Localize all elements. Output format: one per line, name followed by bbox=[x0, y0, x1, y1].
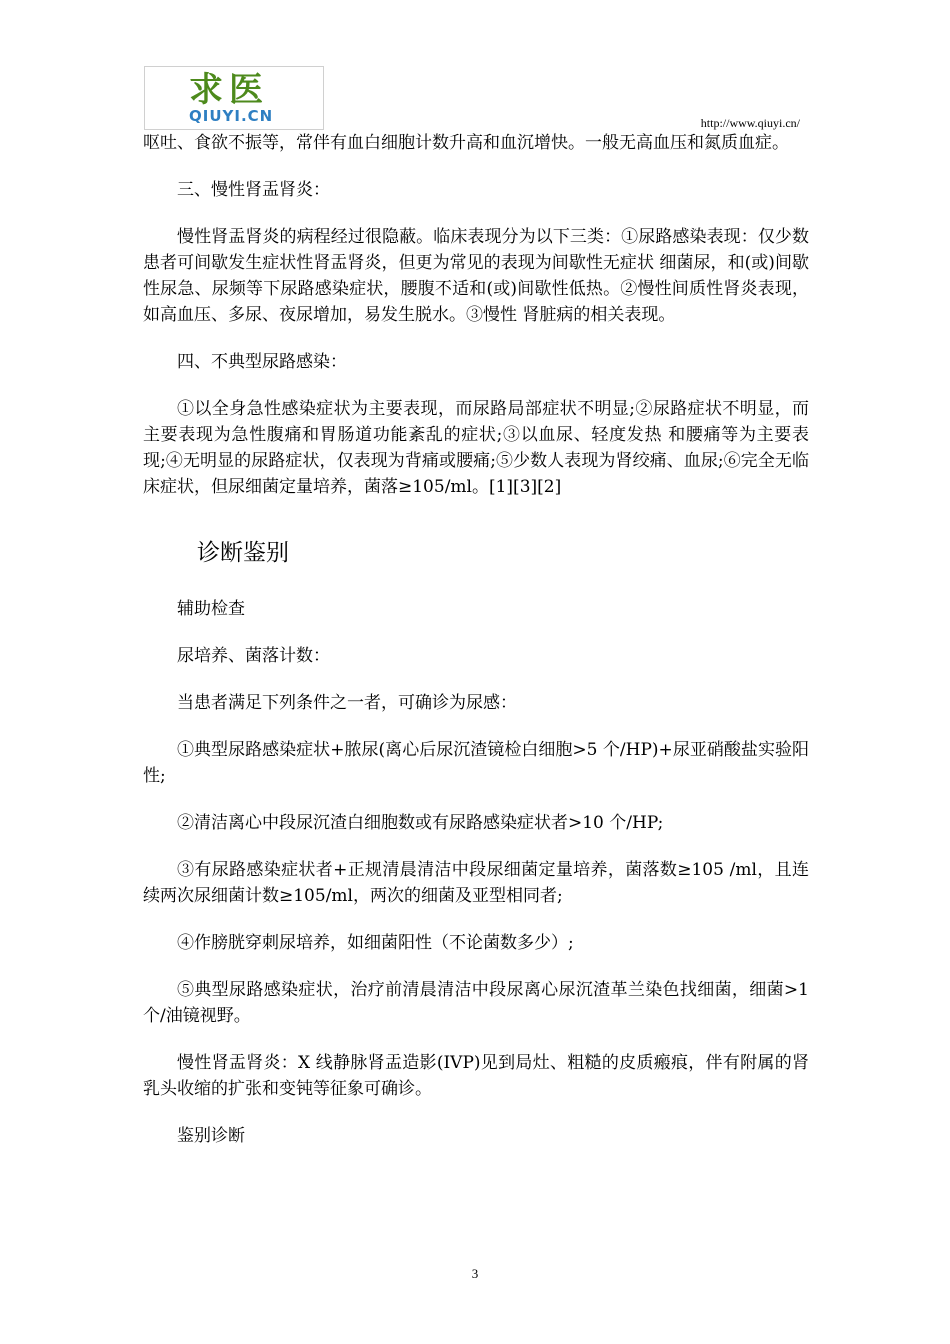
criterion-1: ①典型尿路感染症状+脓尿(离心后尿沉渣镜检白细胞>5 个/HP)+尿亚硝酸盐实验阳性; bbox=[143, 740, 809, 786]
section-title-diagnosis: 诊断鉴别 bbox=[197, 540, 289, 566]
document-body bbox=[143, 130, 809, 1149]
paragraph-chronic-diagnosis: 慢性肾盂肾炎：X 线静脉肾盂造影(IVP)见到局灶、粗糙的皮质瘢痕，伴有附属的肾乳头收缩的扩张和变钝等征象可确诊。 bbox=[143, 1053, 809, 1099]
criterion-5: ⑤典型尿路感染症状，治疗前清晨清洁中段尿离心尿沉渣革兰染色找细菌，细菌>1 个/油镜视野。 bbox=[143, 980, 809, 1026]
paragraph-criteria-intro: 当患者满足下列条件之一者，可确诊为尿感： bbox=[177, 693, 517, 713]
heading-urine-culture: 尿培养、菌落计数： bbox=[177, 646, 330, 666]
heading-differential-diagnosis: 鉴别诊断 bbox=[177, 1126, 245, 1146]
logo-english-text: QIUYI.CN bbox=[189, 107, 274, 125]
logo-chinese-text: 求医 bbox=[189, 70, 269, 110]
criterion-3: ③有尿路感染症状者+正规清晨清洁中段尿细菌定量培养，菌落数≥105 /ml，且连续两次尿细菌计数≥105/ml，两次的细菌及亚型相同者; bbox=[143, 860, 809, 906]
paragraph-chronic-pyelonephritis: 慢性肾盂肾炎的病程经过很隐蔽。临床表现分为以下三类：①尿路感染表现：仅少数患者可间歇发生症状性肾盂肾炎，但更为常见的表现为间歇性无症状 细菌尿，和(或)间歇性尿急、尿频等下尿路感染症状，腰腹不适和(或)间歇性低热。②慢性间质性肾炎表现，如高血压、多尿、夜尿增加，易发生脱水。③慢性 肾脏病的相关表现。 bbox=[143, 227, 809, 325]
paragraph-atypical-uti: ①以全身急性感染症状为主要表现，而尿路局部症状不明显;②尿路症状不明显，而主要表现为急性腹痛和胃肠道功能紊乱的症状;③以血尿、轻度发热 和腰痛等为主要表现;④无明显的尿路症状，仅表现为背痛或腰痛;⑤少数人表现为肾绞痛、血尿;⑥完全无临床症状，但尿细菌定量培养，菌落≥105/ml。[1][3][2] bbox=[143, 399, 809, 497]
paragraph-continued: 呕吐、食欲不振等，常伴有血白细胞计数升高和血沉增快。一般无高血压和氮质血症。 bbox=[143, 133, 789, 153]
header-url: http://www.qiuyi.cn/ bbox=[700, 116, 800, 130]
heading-atypical-uti: 四、不典型尿路感染： bbox=[177, 352, 347, 372]
criterion-2: ②清洁离心中段尿沉渣白细胞数或有尿路感染症状者>10 个/HP; bbox=[177, 813, 664, 833]
heading-chronic-pyelonephritis: 三、慢性肾盂肾炎： bbox=[177, 180, 330, 200]
heading-auxiliary-exams: 辅助检查 bbox=[177, 599, 245, 619]
page-number: 3 bbox=[471, 1266, 479, 1281]
criterion-4: ④作膀胱穿刺尿培养，如细菌阳性（不论菌数多少）; bbox=[177, 933, 574, 953]
site-logo bbox=[144, 66, 324, 130]
